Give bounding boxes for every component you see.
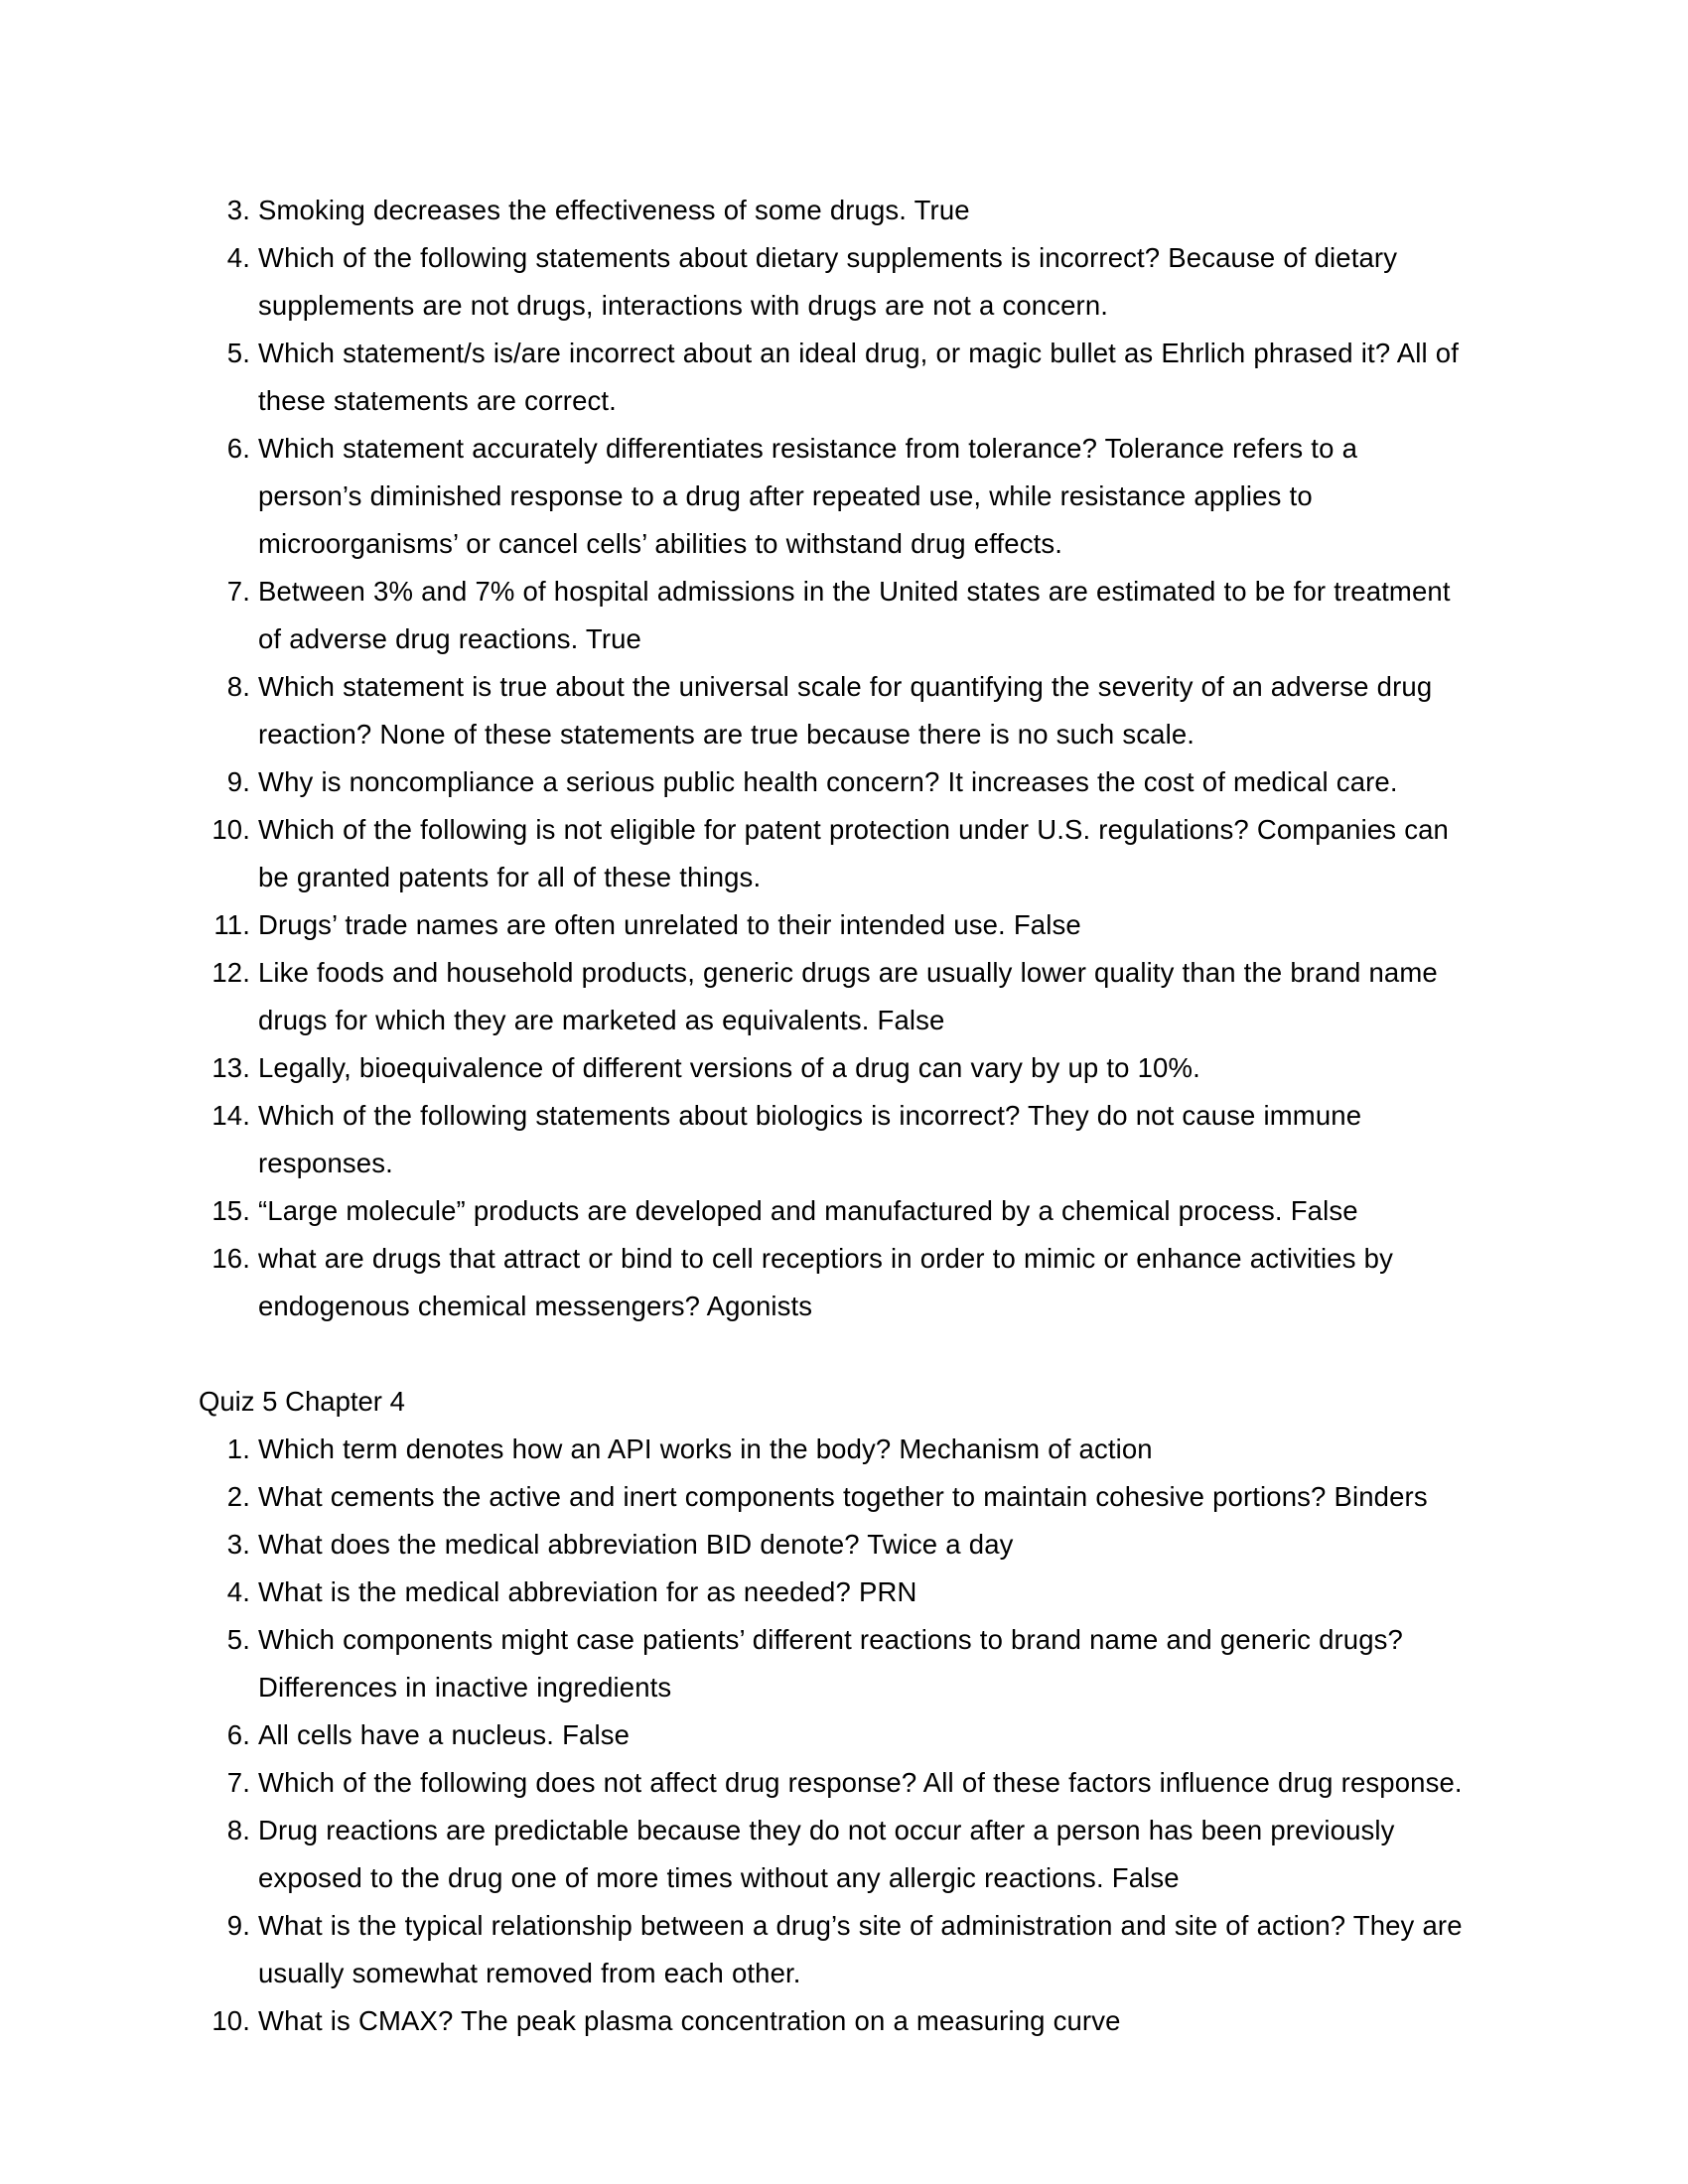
list-item-text: Like foods and household products, generic drugs are usually lower quality than the brand name drugs for which they are marketed as equivalents. False xyxy=(258,957,1438,1035)
list-item-marker: 3. xyxy=(226,1529,250,1560)
list-item-marker: 13. xyxy=(211,1052,250,1083)
list-item-marker: 11. xyxy=(213,909,250,940)
list-item-marker: 4. xyxy=(226,1576,250,1607)
list-item[interactable] xyxy=(199,1187,1468,1235)
list-item-marker: 12. xyxy=(211,957,250,988)
list-item-text: Which statement accurately differentiates resistance from tolerance? Tolerance refers to a person’s diminished response to a drug after repeated use, while resistance applies to microorganisms’ or cancel cells’ abilities to withstand drug effects. xyxy=(258,433,1358,559)
list-item[interactable] xyxy=(199,663,1468,758)
list-item-text: What is the typical relationship between a drug’s site of administration and site of action? They are usually somewhat removed from each other. xyxy=(258,1910,1463,1988)
list-item-text: Which statement/s is/are incorrect about an ideal drug, or magic bullet as Ehrlich phrased it? All of these statements are correct. xyxy=(258,338,1460,416)
list-item-marker: 4. xyxy=(226,242,250,273)
list-item-marker: 16. xyxy=(211,1243,250,1274)
list-item-marker: 14. xyxy=(211,1100,250,1131)
list-item[interactable] xyxy=(199,1616,1468,1711)
list-item-text: Between 3% and 7% of hospital admissions in the United states are estimated to be for treatment of adverse drug reactions. True xyxy=(258,576,1451,654)
list-item[interactable] xyxy=(199,949,1468,1044)
list-item-marker: 7. xyxy=(226,1767,250,1798)
paragraph-spacer xyxy=(199,1330,1468,1378)
list-item[interactable] xyxy=(199,1473,1468,1521)
list-item-marker: 1. xyxy=(226,1433,250,1464)
list-item[interactable] xyxy=(199,1092,1468,1187)
list-item[interactable] xyxy=(199,1521,1468,1569)
list-item-text: Which of the following statements about dietary supplements is incorrect? Because of dietary supplements are not drugs, interactions with drugs are not a concern. xyxy=(258,242,1398,321)
list-item[interactable] xyxy=(199,330,1468,425)
list-item[interactable] xyxy=(199,1426,1468,1473)
list-item-text: Which components might case patients’ different reactions to brand name and generic drugs? Differences in inactive ingredients xyxy=(258,1624,1403,1703)
list-item-text: Drugs’ trade names are often unrelated to their intended use. False xyxy=(258,909,1081,940)
list-item[interactable] xyxy=(199,1044,1468,1092)
list-item[interactable] xyxy=(199,1759,1468,1807)
list-item[interactable] xyxy=(199,901,1468,949)
list-item-marker: 7. xyxy=(226,576,250,607)
list-item[interactable] xyxy=(199,1711,1468,1759)
list-item-text: “Large molecule” products are developed and manufactured by a chemical process. False xyxy=(258,1195,1358,1226)
list-item[interactable] xyxy=(199,568,1468,663)
list-item[interactable] xyxy=(199,1569,1468,1616)
list-item-text: What is the medical abbreviation for as needed? PRN xyxy=(258,1576,917,1607)
list-item-text: All cells have a nucleus. False xyxy=(258,1719,631,1750)
question-list-quiz-5 xyxy=(199,1426,1468,2045)
question-list-continued xyxy=(199,187,1468,1330)
list-item[interactable] xyxy=(199,1235,1468,1330)
list-item[interactable] xyxy=(199,1902,1468,1997)
list-item-marker: 10. xyxy=(211,814,250,845)
list-item-marker: 10. xyxy=(211,2005,250,2036)
list-item[interactable] xyxy=(199,234,1468,330)
list-item-text: What cements the active and inert components together to maintain cohesive portions? Binders xyxy=(258,1481,1428,1512)
list-item-marker: 5. xyxy=(226,338,250,368)
list-item-text: Which of the following statements about biologics is incorrect? They do not cause immune responses. xyxy=(258,1100,1362,1178)
list-item-marker: 15. xyxy=(211,1195,250,1226)
list-item-text: Which of the following is not eligible for patent protection under U.S. regulations? Companies can be granted patents for all of these things. xyxy=(258,814,1449,892)
list-item-marker: 3. xyxy=(226,195,250,225)
list-item[interactable] xyxy=(199,187,1468,234)
list-item-marker: 5. xyxy=(226,1624,250,1655)
list-item-marker: 2. xyxy=(226,1481,250,1512)
list-item-marker: 6. xyxy=(226,1719,250,1750)
list-item-text: Which of the following does not affect drug response? All of these factors influence drug response. xyxy=(258,1767,1463,1798)
list-item[interactable] xyxy=(199,758,1468,806)
list-item-text: Smoking decreases the effectiveness of some drugs. True xyxy=(258,195,970,225)
list-item-marker: 9. xyxy=(226,766,250,797)
list-item[interactable] xyxy=(199,806,1468,901)
list-item-marker: 8. xyxy=(226,671,250,702)
list-item-marker: 9. xyxy=(226,1910,250,1941)
list-item[interactable] xyxy=(199,425,1468,568)
document-body xyxy=(199,187,1468,2045)
list-item-marker: 8. xyxy=(226,1815,250,1845)
list-item-text: Which term denotes how an API works in the body? Mechanism of action xyxy=(258,1433,1153,1464)
list-item-text: Drug reactions are predictable because they do not occur after a person has been previously exposed to the drug one of more times without any allergic reactions. False xyxy=(258,1815,1395,1893)
list-item-text: Legally, bioequivalence of different versions of a drug can vary by up to 10%. xyxy=(258,1052,1200,1083)
section-heading-quiz-5: Quiz 5 Chapter 4 xyxy=(199,1386,405,1417)
list-item[interactable] xyxy=(199,1807,1468,1902)
list-item-text: what are drugs that attract or bind to cell receptiors in order to mimic or enhance activities by endogenous chemical messengers? Agonists xyxy=(258,1243,1393,1321)
list-item-text: Why is noncompliance a serious public health concern? It increases the cost of medical care. xyxy=(258,766,1398,797)
list-item-text: What does the medical abbreviation BID denote? Twice a day xyxy=(258,1529,1014,1560)
list-item-text: What is CMAX? The peak plasma concentration on a measuring curve xyxy=(258,2005,1121,2036)
list-item[interactable] xyxy=(199,1997,1468,2045)
list-item-text: Which statement is true about the universal scale for quantifying the severity of an adverse drug reaction? None of these statements are true because there is no such scale. xyxy=(258,671,1433,750)
list-item-marker: 6. xyxy=(226,433,250,464)
